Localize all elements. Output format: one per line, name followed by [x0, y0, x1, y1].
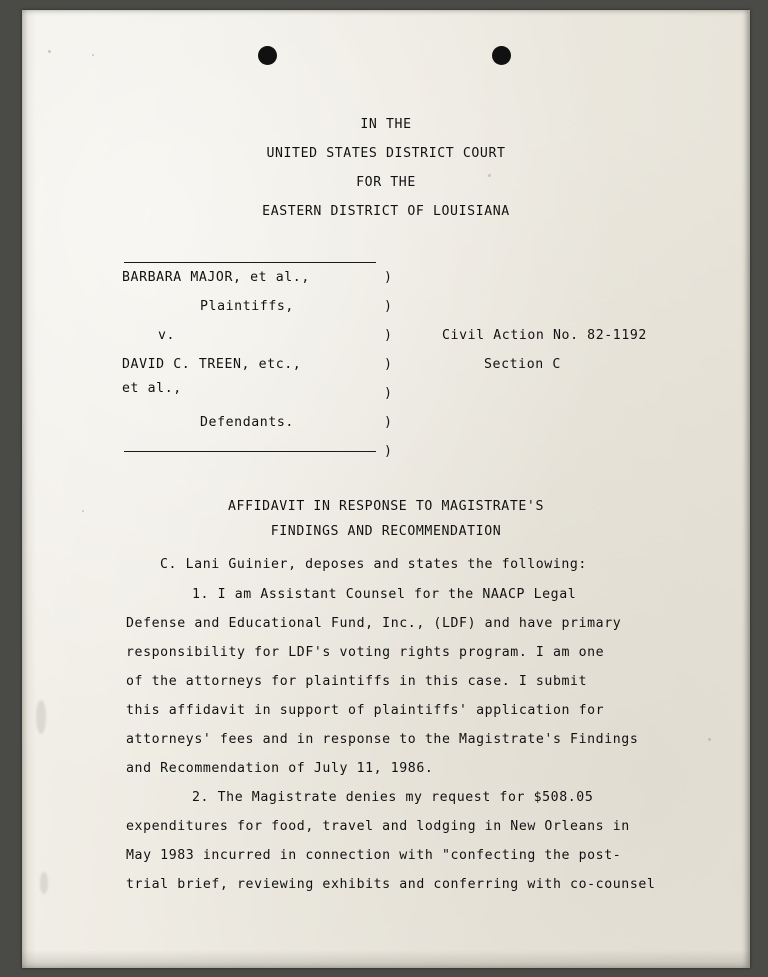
paragraph-1-line-6: attorneys' fees and in response to the Magistrate's Findings	[126, 732, 639, 747]
caption-defendant-label: Defendants.	[200, 415, 294, 430]
paragraph-1-line-1: 1. I am Assistant Counsel for the NAACP Legal	[192, 587, 577, 602]
caption-paren: )	[384, 328, 393, 343]
paragraph-1-line-2: Defense and Educational Fund, Inc., (LDF) and have primary	[126, 616, 622, 631]
document-title-line-2: FINDINGS AND RECOMMENDATION	[270, 524, 502, 539]
paragraph-2	[126, 783, 686, 899]
caption-defendant-etal: et al.,	[122, 381, 182, 396]
caption-paren: )	[384, 444, 393, 459]
paragraph-2-line-2: expenditures for food, travel and lodging in New Orleans in	[126, 819, 630, 834]
caption-parties	[122, 263, 384, 437]
case-caption	[122, 262, 682, 459]
caption-versus: v.	[158, 328, 176, 343]
caption-paren: )	[384, 299, 393, 314]
paragraph-1-line-5: this affidavit in support of plaintiffs' application for	[126, 703, 605, 718]
caption-plaintiff-name: BARBARA MAJOR, et al.,	[122, 270, 310, 285]
caption-plaintiff-label: Plaintiffs,	[200, 299, 294, 314]
document-body	[22, 10, 750, 968]
court-heading-line-1: IN THE	[360, 117, 412, 132]
caption-defendant-name: DAVID C. TREEN, etc.,	[122, 357, 302, 372]
paragraph-1-line-7: and Recommendation of July 11, 1986.	[126, 761, 434, 776]
caption-bottom-rule	[124, 451, 376, 452]
court-heading-line-3: FOR THE	[356, 175, 416, 190]
document-title-line-1: AFFIDAVIT IN RESPONSE TO MAGISTRATE'S	[228, 499, 544, 514]
paragraph-2-line-1: 2. The Magistrate denies my request for $508.05	[192, 790, 594, 805]
caption-paren: )	[384, 415, 393, 430]
paragraph-1-line-3: responsibility for LDF's voting rights program. I am one	[126, 645, 605, 660]
caption-paren: )	[384, 270, 393, 285]
section-designation: Section C	[484, 357, 561, 372]
paragraph-1	[126, 580, 686, 783]
caption-paren: )	[384, 357, 393, 372]
court-heading-line-2: UNITED STATES DISTRICT COURT	[266, 146, 506, 161]
document-title	[22, 494, 750, 544]
caption-grid	[122, 263, 682, 459]
document-paper	[22, 10, 750, 968]
caption-paren-column	[384, 263, 408, 466]
court-heading-line-4: EASTERN DISTRICT OF LOUISIANA	[262, 204, 510, 219]
affidavit-text	[126, 550, 686, 899]
court-heading	[22, 110, 750, 226]
paragraph-1-line-4: of the attorneys for plaintiffs in this case. I submit	[126, 674, 588, 689]
deponent-lead-line: C. Lani Guinier, deposes and states the following:	[160, 557, 587, 572]
paragraph-2-line-3: May 1983 incurred in connection with "confecting the post-	[126, 848, 622, 863]
caption-paren: )	[384, 386, 393, 401]
caption-case-info	[442, 321, 682, 379]
paragraph-2-line-4: trial brief, reviewing exhibits and conferring with co-counsel	[126, 877, 656, 892]
civil-action-number: Civil Action No. 82-1192	[442, 328, 647, 343]
